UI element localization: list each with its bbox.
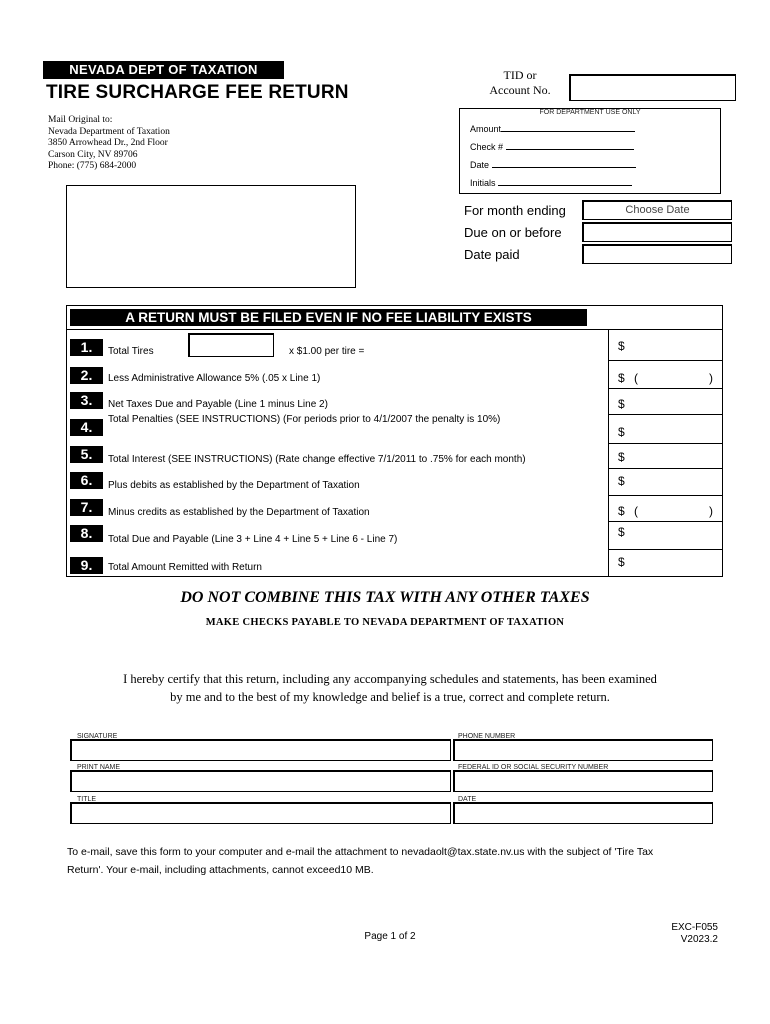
paren-close: ) bbox=[709, 371, 713, 385]
month-ending-date-picker[interactable]: Choose Date bbox=[582, 200, 732, 220]
form-title: TIRE SURCHARGE FEE RETURN bbox=[46, 82, 349, 103]
amount-column-divider bbox=[608, 330, 609, 576]
paren-open: ( bbox=[634, 371, 638, 385]
form-code-id: EXC-F055 bbox=[671, 922, 718, 933]
tid-label bbox=[480, 68, 560, 98]
mail-line: 3850 Arrowhead Dr., 2nd Floor bbox=[48, 138, 168, 148]
amount-row-divider bbox=[608, 388, 722, 389]
mail-line: Nevada Department of Taxation bbox=[48, 126, 170, 137]
dept-date-line bbox=[470, 158, 636, 170]
dept-check-label: Check # bbox=[470, 142, 504, 152]
line-number: 9. bbox=[70, 557, 103, 574]
dept-initials-blank bbox=[498, 176, 632, 186]
title-label: TITLE bbox=[77, 796, 97, 803]
date-label: DATE bbox=[458, 796, 477, 803]
no-combine-notice: DO NOT COMBINE THIS TAX WITH ANY OTHER TAXES bbox=[180, 589, 590, 606]
mail-line: Carson City, NV 89706 bbox=[48, 149, 138, 160]
date-paid-label: Date paid bbox=[464, 247, 520, 262]
line-number: 6. bbox=[70, 472, 103, 489]
dollar-sign: $ bbox=[618, 397, 625, 411]
dollar-sign: $ bbox=[618, 525, 625, 539]
line-8-text: Total Due and Payable (Line 3 + Line 4 + Line 5 + Line 6 - Line 7) bbox=[108, 534, 398, 545]
line-3-text: Net Taxes Due and Payable (Line 1 minus Line 2) bbox=[108, 399, 328, 410]
certification-statement bbox=[80, 670, 700, 706]
print-name-label: PRINT NAME bbox=[77, 764, 121, 771]
signature-input[interactable] bbox=[70, 739, 451, 761]
rate-text: x $1.00 per tire = bbox=[289, 346, 365, 357]
dept-check-blank bbox=[506, 140, 634, 150]
date-paid-input[interactable] bbox=[582, 244, 732, 264]
line-number: 7. bbox=[70, 499, 103, 516]
form-version: V2023.2 bbox=[680, 934, 718, 945]
federal-id-input[interactable] bbox=[453, 770, 713, 792]
line-4-text: Total Penalties (SEE INSTRUCTIONS) (For periods prior to 4/1/2007 the penalty is 10%) bbox=[108, 414, 501, 425]
paren-close: ) bbox=[709, 504, 713, 518]
dollar-sign: $ bbox=[618, 555, 625, 569]
month-ending-label: For month ending bbox=[464, 203, 566, 218]
line-9-text: Total Amount Remitted with Return bbox=[108, 562, 262, 573]
fee-calculation-table bbox=[66, 305, 723, 577]
line-number: 3. bbox=[70, 392, 103, 409]
amount-row-divider bbox=[608, 443, 722, 444]
due-date-label: Due on or before bbox=[464, 225, 562, 240]
line-6-text: Plus debits as established by the Department of Taxation bbox=[108, 480, 360, 491]
dept-initials-line bbox=[470, 176, 632, 188]
dollar-sign: $ bbox=[618, 474, 625, 488]
due-date-input[interactable] bbox=[582, 222, 732, 242]
signature-label: SIGNATURE bbox=[77, 733, 118, 740]
paren-open: ( bbox=[634, 504, 638, 518]
tid-label-line-2: Account No. bbox=[489, 83, 551, 97]
email-note-line-1: To e-mail, save this form to your computer and e-mail the attachment to nevadaolt@tax.state.nv.us with the subject of 'Tire Tax bbox=[67, 846, 654, 858]
phone-input[interactable] bbox=[453, 739, 713, 761]
mail-line: Phone: (775) 684-2000 bbox=[48, 161, 137, 171]
signature-date-input[interactable] bbox=[453, 802, 713, 824]
line-2-text: Less Administrative Allowance 5% (.05 x Line 1) bbox=[108, 373, 321, 384]
print-name-input[interactable] bbox=[70, 770, 451, 792]
dollar-sign: $ bbox=[618, 371, 625, 385]
dept-amount-blank bbox=[501, 122, 635, 132]
form-code bbox=[650, 922, 718, 946]
email-instructions bbox=[67, 843, 717, 879]
dept-date-blank bbox=[492, 158, 636, 168]
line-number: 1. bbox=[70, 339, 103, 356]
agency-banner: NEVADA DEPT OF TAXATION bbox=[43, 61, 284, 79]
amount-row-divider bbox=[608, 414, 722, 415]
table-divider bbox=[67, 329, 722, 330]
line-5-text: Total Interest (SEE INSTRUCTIONS) (Rate change effective 7/1/2011 to .75% for each month) bbox=[108, 454, 526, 465]
title-input[interactable] bbox=[70, 802, 451, 824]
dept-check-line bbox=[470, 140, 634, 152]
amount-row-divider bbox=[608, 468, 722, 469]
mail-line: Mail Original to: bbox=[48, 115, 113, 125]
line-number: 2. bbox=[70, 367, 103, 384]
page-number: Page 1 of 2 bbox=[364, 931, 416, 942]
dollar-sign: $ bbox=[618, 425, 625, 439]
mailing-address bbox=[48, 115, 170, 173]
phone-label: PHONE NUMBER bbox=[458, 733, 516, 740]
line-7-text: Minus credits as established by the Department of Taxation bbox=[108, 507, 370, 518]
dollar-sign: $ bbox=[618, 450, 625, 464]
line-1-text: Total Tires bbox=[108, 346, 154, 357]
dept-amount-line bbox=[470, 122, 635, 134]
department-use-box bbox=[459, 108, 721, 194]
dept-amount-label: Amount bbox=[470, 124, 502, 134]
tid-account-input[interactable] bbox=[569, 74, 736, 101]
amount-row-divider bbox=[608, 360, 722, 361]
certify-line-1: I hereby certify that this return, including any accompanying schedules and statements, has been examined bbox=[123, 672, 657, 686]
amount-row-divider bbox=[608, 495, 722, 496]
dollar-sign: $ bbox=[618, 339, 625, 353]
tid-label-line-1: TID or bbox=[503, 68, 537, 82]
federal-id-label: FEDERAL ID OR SOCIAL SECURITY NUMBER bbox=[458, 764, 609, 771]
line-number: 4. bbox=[70, 419, 103, 436]
dept-initials-label: Initials bbox=[470, 178, 496, 188]
amount-row-divider bbox=[608, 521, 722, 522]
checks-payable-notice: MAKE CHECKS PAYABLE TO NEVADA DEPARTMENT OF TAXATION bbox=[205, 617, 565, 628]
total-tires-input[interactable] bbox=[188, 333, 274, 357]
line-number: 5. bbox=[70, 446, 103, 463]
department-use-heading: FOR DEPARTMENT USE ONLY bbox=[539, 109, 641, 116]
amount-row-divider bbox=[608, 549, 722, 550]
taxpayer-address-input[interactable] bbox=[66, 185, 356, 288]
email-note-line-2: Return'. Your e-mail, including attachments, cannot exceed10 MB. bbox=[67, 864, 374, 876]
certify-line-2: by me and to the best of my knowledge and belief is a true, correct and complete return. bbox=[170, 690, 610, 704]
dollar-sign: $ bbox=[618, 504, 625, 518]
table-banner: A RETURN MUST BE FILED EVEN IF NO FEE LIABILITY EXISTS bbox=[70, 309, 587, 326]
dept-date-label: Date bbox=[470, 160, 490, 170]
line-number: 8. bbox=[70, 525, 103, 542]
